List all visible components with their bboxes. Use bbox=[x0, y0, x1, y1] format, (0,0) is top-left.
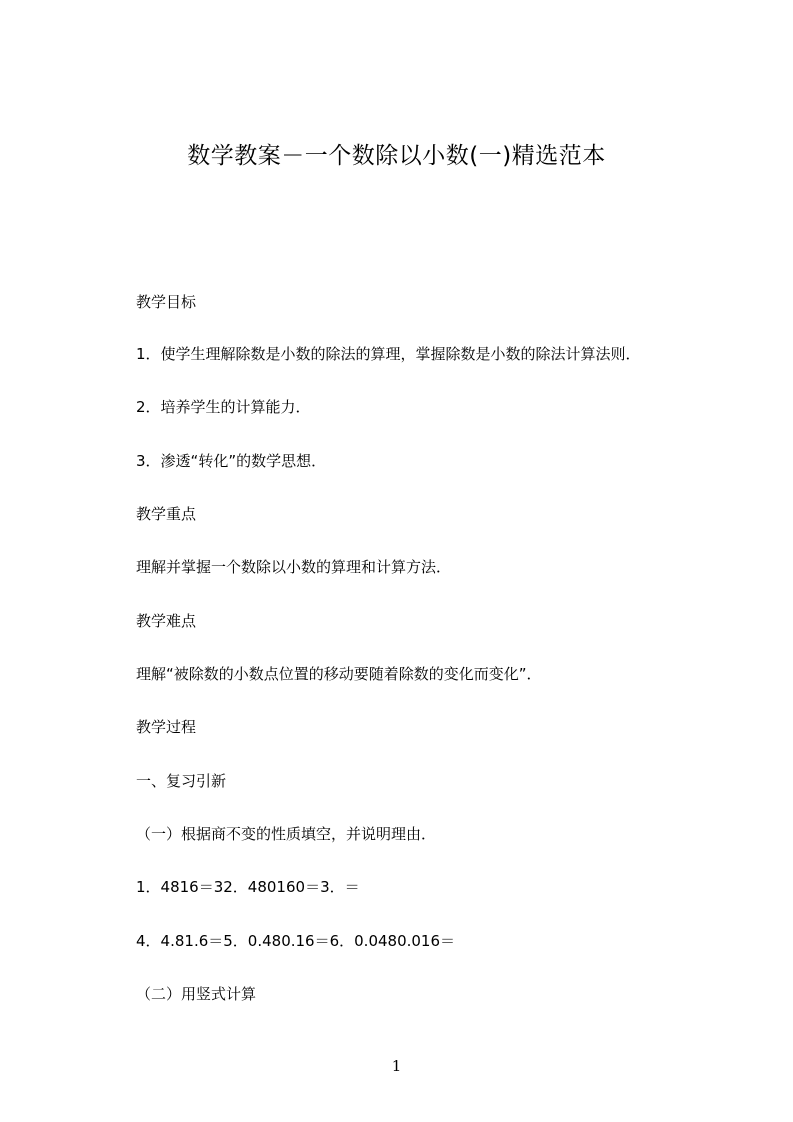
heading-teaching-goals: 教学目标 bbox=[136, 293, 197, 311]
paragraph-key-points: 理解并掌握一个数除以小数的算理和计算方法． bbox=[136, 558, 452, 576]
paragraph-goal-2: 2．培养学生的计算能力． bbox=[136, 398, 311, 416]
page-number: 1 bbox=[391, 1057, 402, 1075]
section-review: 一、复习引新 bbox=[136, 772, 227, 790]
heading-key-points: 教学重点 bbox=[136, 505, 197, 523]
paragraph-difficulties: 理解“被除数的小数点位置的移动要随着除数的变化而变化”． bbox=[136, 665, 542, 683]
exercise-row-2: 4．4.81.6＝5．0.480.16＝6．0.0480.016＝ bbox=[136, 932, 456, 950]
subsection-vertical-calc: （二）用竖式计算 bbox=[136, 985, 257, 1003]
exercise-row-1: 1．4816＝32．480160＝3．＝ bbox=[136, 878, 360, 896]
heading-difficulties: 教学难点 bbox=[136, 612, 197, 630]
paragraph-goal-3: 3．渗透“转化”的数学思想． bbox=[136, 452, 327, 470]
paragraph-goal-1: 1．使学生理解除数是小数的除法的算理，掌握除数是小数的除法计算法则． bbox=[136, 345, 641, 363]
document-title: 数学教案－一个数除以小数(一)精选范本 bbox=[187, 143, 606, 169]
heading-process: 教学过程 bbox=[136, 718, 197, 736]
subsection-fill-blank: （一）根据商不变的性质填空，并说明理由． bbox=[136, 825, 437, 843]
